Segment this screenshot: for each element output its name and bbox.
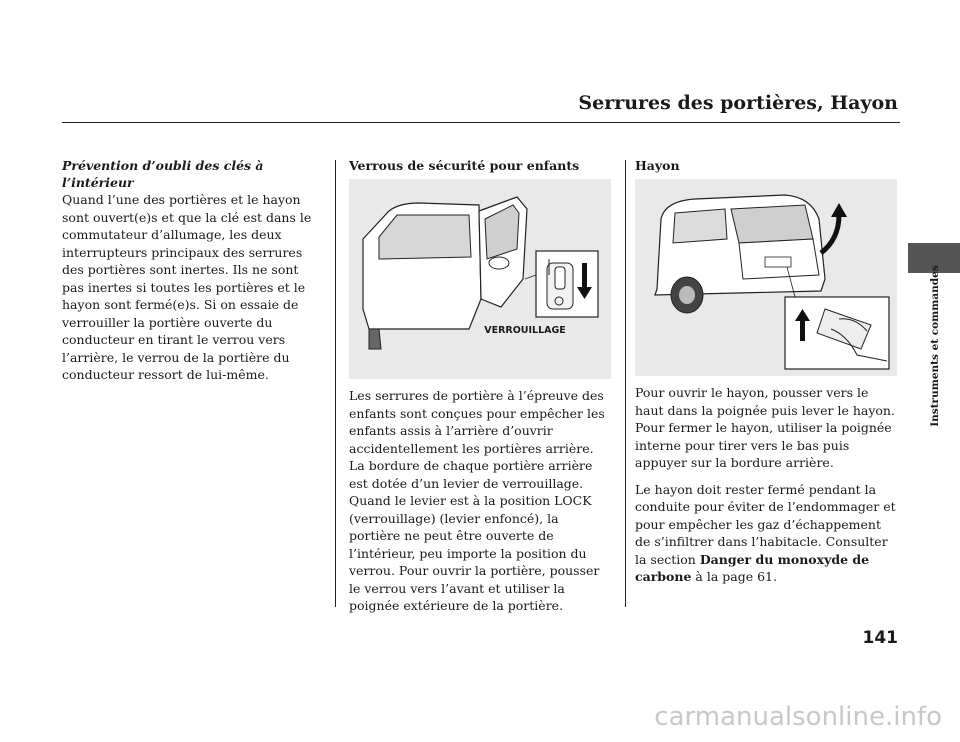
subtitle-tailgate: Hayon bbox=[635, 158, 680, 173]
tailgate-illustration bbox=[635, 179, 897, 376]
paragraph-tailgate-open: Pour ouvrir le hayon, pousser vers le haut dans la poignée puis lever le hayon. Pour fermer le hayon, utiliser la poignée interne pour tirer vers le bas puis appuyer sur la bordure arrière. bbox=[635, 385, 895, 470]
header-rule bbox=[62, 122, 900, 123]
child-lock-illustration bbox=[349, 179, 611, 379]
page-header-title: Serrures des portières, Hayon bbox=[578, 92, 898, 114]
column-key-lock-prevention bbox=[62, 157, 318, 384]
figure-label-lock: VERROUILLAGE bbox=[484, 325, 566, 336]
tailgate-safety-text: Le hayon doit rester fermé pendant la conduite pour éviter de l’endommager et pour empêcher les gaz d’échappement de s’infiltrer dans l’habitacle. Consulter la section bbox=[635, 481, 896, 567]
subtitle-child-locks: Verrous de sécurité pour enfants bbox=[349, 158, 580, 173]
page-number: 141 bbox=[862, 628, 898, 648]
section-side-label: Instruments et commandes bbox=[929, 265, 941, 427]
paragraph-child-locks: Les serrures de portière à l’épreuve des enfants sont conçues pour empêcher les enfants assis à l’arrière d’ouvrir accidentellement les portières arrière. La bordure de chaque portière arrière est dotée d’un levier de verrouillage. Quand le levier est à la position LOCK (verrouillage) (levier enfoncé), la portière ne peut être ouverte de l’intérieur, peu importe la position du verrou. Pour ouvrir la portière, pousser le verrou vers l’avant et utiliser la poignée extérieure de la portière. bbox=[349, 388, 605, 613]
watermark: carmanualsonline.info bbox=[654, 702, 942, 732]
column-divider-2 bbox=[625, 160, 626, 607]
paragraph-tailgate-safety bbox=[635, 481, 897, 586]
paragraph-key-lock-prevention: Quand l’une des portières et le hayon sont ouvert(e)s et que la clé est dans le commutateur d’allumage, les deux interrupteurs principaux des serrures des portières sont inertes. Ils ne sont pas inertes si toutes les portières et le hayon sont fermé(e)s. Si on essaie de verrouiller la portière ouverte du conducteur en tirant le verrou vers l’arrière, le verrou de la portière du conducteur ressort de lui-même. bbox=[62, 192, 312, 382]
column-divider-1 bbox=[335, 160, 336, 607]
tailgate-figure bbox=[635, 179, 897, 376]
child-lock-figure bbox=[349, 179, 611, 379]
subtitle-key-lock-prevention: Prévention d’oubli des clés à l’intérieur bbox=[62, 158, 264, 190]
tailgate-safety-page-ref: à la page 61. bbox=[691, 569, 777, 584]
column-child-locks bbox=[349, 157, 611, 615]
link-carbon-monoxide-danger[interactable]: Danger du monoxyde de carbone bbox=[635, 551, 870, 584]
column-tailgate bbox=[635, 157, 897, 586]
